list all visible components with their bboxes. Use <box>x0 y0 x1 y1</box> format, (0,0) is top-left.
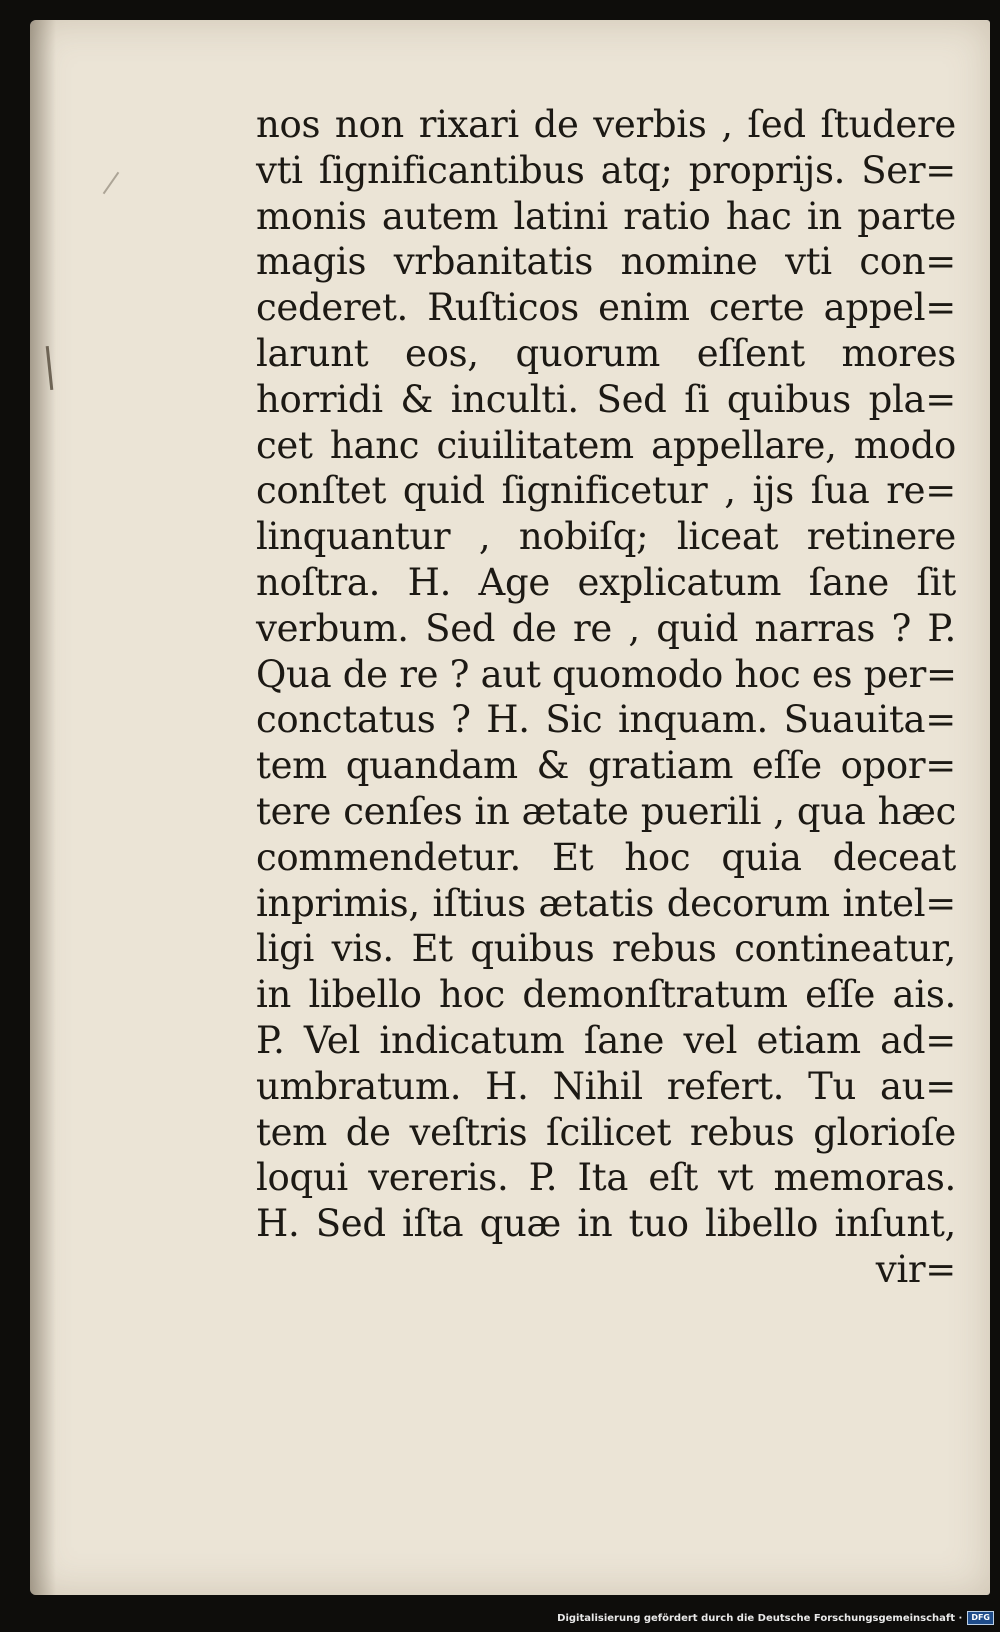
text-line: magis vrbanitatis nomine vti con= <box>256 240 956 284</box>
credit-text: Digitalisierung gefördert durch die Deutsche Forschungsgemeinschaft · <box>557 1612 963 1624</box>
book-page <box>30 20 990 1595</box>
text-line: loqui vereris. P. Ita eſt vt memoras. <box>256 1156 956 1200</box>
text-line: ligi vis. Et quibus rebus contineatur, <box>256 927 956 971</box>
text-line: vti ſignificantibus atq; proprijs. Ser= <box>256 148 956 192</box>
text-line: tem de veſtris ſcilicet rebus glorioſe <box>256 1110 956 1154</box>
page-text <box>256 102 956 1293</box>
text-line: H. Sed iſta quæ in tuo libello inſunt, <box>256 1202 956 1246</box>
text-line: commendetur. Et hoc quia deceat <box>256 835 956 879</box>
text-line: verbum. Sed de re , quid narras ? P. <box>256 606 956 650</box>
text-line: cet hanc ciuilitatem appellare, modo <box>256 423 956 467</box>
text-line: umbratum. H. Nihil refert. Tu au= <box>256 1064 956 1108</box>
text-line: conſtet quid ſignificetur , ijs ſua re= <box>256 469 956 513</box>
text-line: Qua de re ? aut quomodo hoc es per= <box>256 652 957 696</box>
text-line: tem quandam & gratiam eſſe opor= <box>256 744 956 788</box>
text-line: linquantur , nobiſq; liceat retinere <box>256 515 956 559</box>
text-line: tere cenſes in ætate puerili , qua hæc <box>256 789 956 833</box>
digitization-credit <box>557 1608 994 1628</box>
text-line: inprimis, iſtius ætatis decorum intel= <box>256 881 956 925</box>
text-line: larunt eos, quorum eſſent mores <box>256 331 956 375</box>
catchword: vir= <box>875 1247 956 1291</box>
text-line: in libello hoc demonſtratum eſſe ais. <box>256 973 956 1017</box>
gutter-shadow <box>30 20 56 1595</box>
text-line: horridi & inculti. Sed ſi quibus pla= <box>256 377 956 421</box>
text-line: nos non rixari de verbis , ſed ſtudere <box>256 103 956 146</box>
dfg-logo-icon: DFG <box>967 1611 994 1625</box>
text-line: P. Vel indicatum ſane vel etiam ad= <box>256 1018 956 1062</box>
text-line: cederet. Ruſticos enim certe appel= <box>256 286 956 330</box>
margin-mark <box>103 172 120 194</box>
text-line: monis autem latini ratio hac in parte <box>256 194 956 238</box>
text-line: noſtra. H. Age explicatum ſane ſit <box>256 560 956 604</box>
text-line: conctatus ? H. Sic inquam. Suauita= <box>256 698 956 742</box>
